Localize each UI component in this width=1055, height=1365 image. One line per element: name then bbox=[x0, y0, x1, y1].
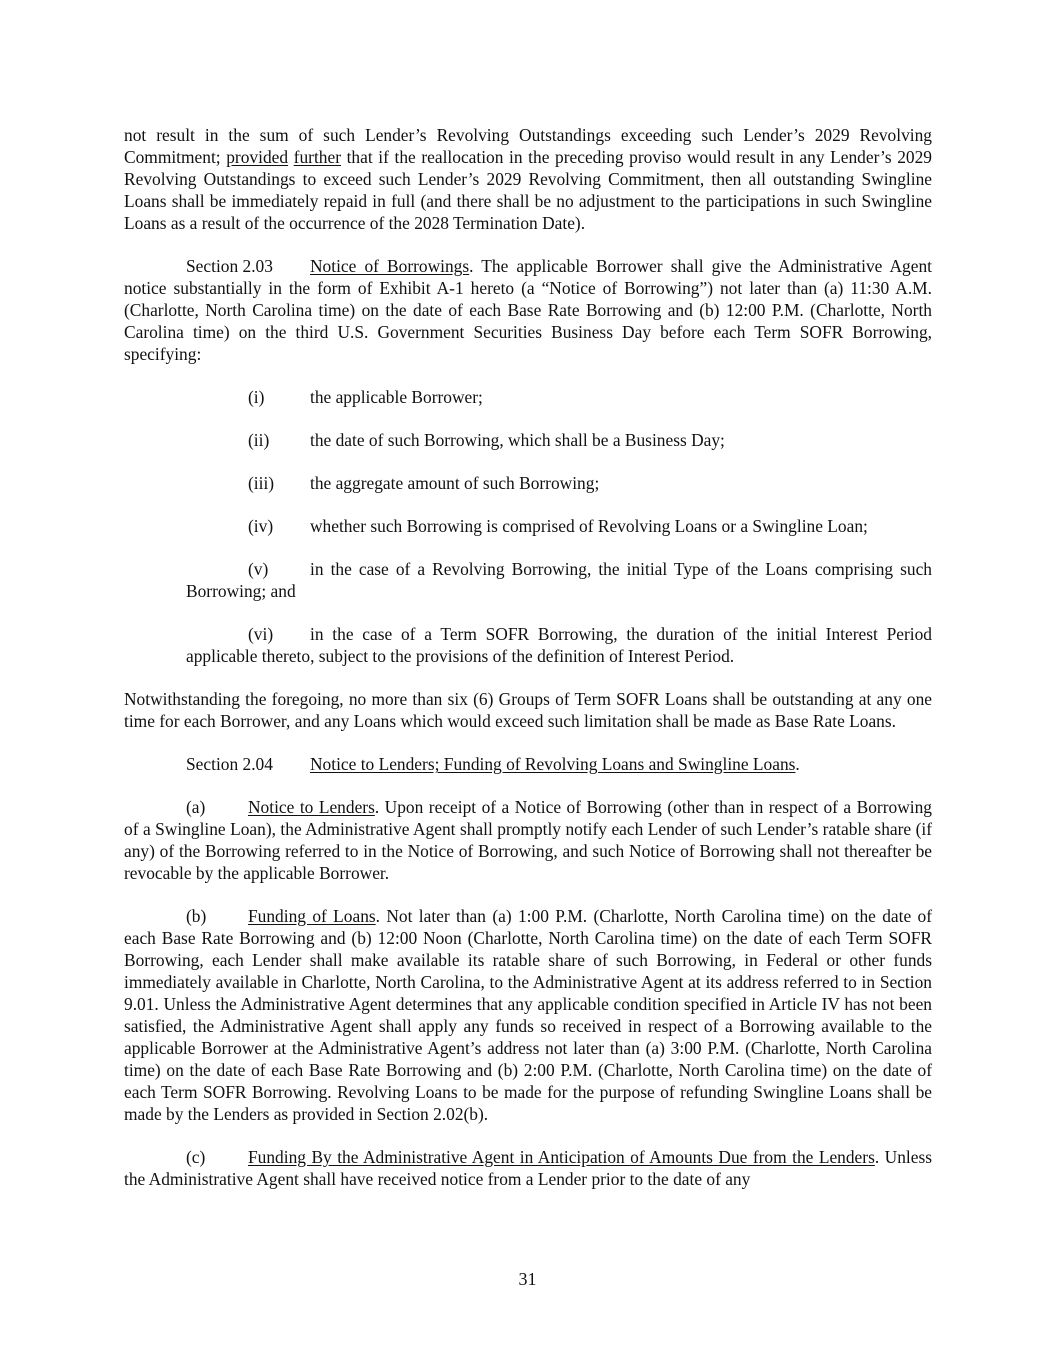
subsection-c-body: . Unless the Administrative Agent shall have received notice from a Lender prior to the date of any bbox=[124, 1147, 932, 1189]
subsection-b-body: . Not later than (a) 1:00 P.M. (Charlotte, North Carolina time) on the date of each Base Rate Borrowing and (b) 12:00 Noon (Charlotte, North Carolina time) on the date of each Term SOFR Borrowing, each Lender shall make available its ratable share of such Borrowing, in Federal or other funds immediately available in Charlotte, North Carolina, to the Administrative Agent at its address referred to in Section 9.01. Unless the Administrative Agent determines that any applicable condition specified in Article IV has not been satisfied, the Administrative Agent shall apply any funds so received in respect of a Borrowing available to the applicable Borrower at the Administrative Agent’s address not later than (a) 3:00 P.M. (Charlotte, North Carolina time) on the date of each Base Rate Borrowing and (b) 2:00 P.M. (Charlotte, North Carolina time) on the date of each Term SOFR Borrowing. Revolving Loans to be made for the purpose of refunding Swingline Loans shall be made by the Lenders as provided in Section 2.02(b). bbox=[124, 906, 932, 1124]
page-number: 31 bbox=[518, 1269, 537, 1289]
provided-term: provided bbox=[226, 147, 289, 167]
subsection-c-paragraph bbox=[124, 1146, 932, 1190]
section-2-04-number: Section 2.04 bbox=[186, 754, 273, 774]
list-item-i: (i) the applicable Borrower; bbox=[248, 387, 483, 407]
further-term: further bbox=[293, 147, 341, 167]
subsection-c-number: (c) bbox=[186, 1147, 206, 1167]
notwithstanding-paragraph: Notwithstanding the foregoing, no more than six (6) Groups of Term SOFR Loans shall be outstanding at any one time for each Borrower, and any Loans which would exceed such limitation shall be made as Base Rate Loans. bbox=[124, 689, 932, 731]
list-item-ii: (ii) the date of such Borrowing, which shall be a Business Day; bbox=[248, 430, 725, 450]
section-2-04-heading: Section 2.04 Notice to Lenders; Funding of Revolving Loans and Swingline Loans. bbox=[186, 754, 800, 774]
section-2-03-title: Notice of Borrowings bbox=[310, 256, 470, 276]
list-item-v: (v) in the case of a Revolving Borrowing, the initial Type of the Loans comprising such Borrowing; and bbox=[186, 559, 932, 601]
subsection-a-number: (a) bbox=[186, 797, 206, 817]
subsection-c-title: Funding By the Administrative Agent in Anticipation of Amounts Due from the Lenders bbox=[248, 1147, 875, 1167]
subsection-b-title: Funding of Loans bbox=[248, 906, 376, 926]
section-2-04-title: Notice to Lenders; Funding of Revolving Loans and Swingline Loans bbox=[310, 754, 796, 774]
carryover-text-1: not result in the sum of such Lender’s Revolving Outstandings exceeding such Lender’s 2029 Revolving Commitment; bbox=[124, 125, 932, 167]
list-item-iii: (iii) the aggregate amount of such Borrowing; bbox=[248, 473, 600, 493]
list-item-iv: (iv) whether such Borrowing is comprised of Revolving Loans or a Swingline Loan; bbox=[248, 516, 868, 536]
section-2-03-paragraph bbox=[124, 255, 932, 365]
subsection-a-body: . Upon receipt of a Notice of Borrowing (other than in respect of a Borrowing of a Swingline Loan), the Administrative Agent shall promptly notify each Lender of such Lender’s ratable share (if any) of the Borrowing referred to in the Notice of Borrowing, and such Notice of Borrowing shall not thereafter be revocable by the applicable Borrower. bbox=[124, 797, 932, 883]
subsection-a-paragraph bbox=[124, 796, 932, 884]
list-item-vi: (vi) in the case of a Term SOFR Borrowing, the duration of the initial Interest Period applicable thereto, subject to the provisions of the definition of Interest Period. bbox=[186, 624, 932, 666]
section-2-03-number: Section 2.03 bbox=[186, 256, 273, 276]
section-2-03-body: . The applicable Borrower shall give the Administrative Agent notice substantially in the form of Exhibit A-1 hereto (a “Notice of Borrowing”) not later than (a) 11:30 A.M. (Charlotte, North Carolina time) on the date of each Base Rate Borrowing and (b) 12:00 P.M. (Charlotte, North Carolina time) on the third U.S. Government Securities Business Day before each Term SOFR Borrowing, specifying: bbox=[124, 256, 932, 364]
subsection-b-number: (b) bbox=[186, 906, 207, 926]
carryover-paragraph bbox=[124, 124, 932, 234]
subsection-b-paragraph bbox=[124, 905, 932, 1125]
carryover-text-2: that if the reallocation in the preceding proviso would result in any Lender’s 2029 Revolving Outstandings to exceed such Lender’s 2029 Revolving Commitment, then all outstanding Swingline Loans shall be immediately repaid in full (and there shall be no adjustment to the participations in such Swingline Loans as a result of the occurrence of the 2028 Termination Date). bbox=[124, 147, 932, 233]
subsection-a-title: Notice to Lenders bbox=[248, 797, 375, 817]
document-page bbox=[124, 124, 932, 1211]
